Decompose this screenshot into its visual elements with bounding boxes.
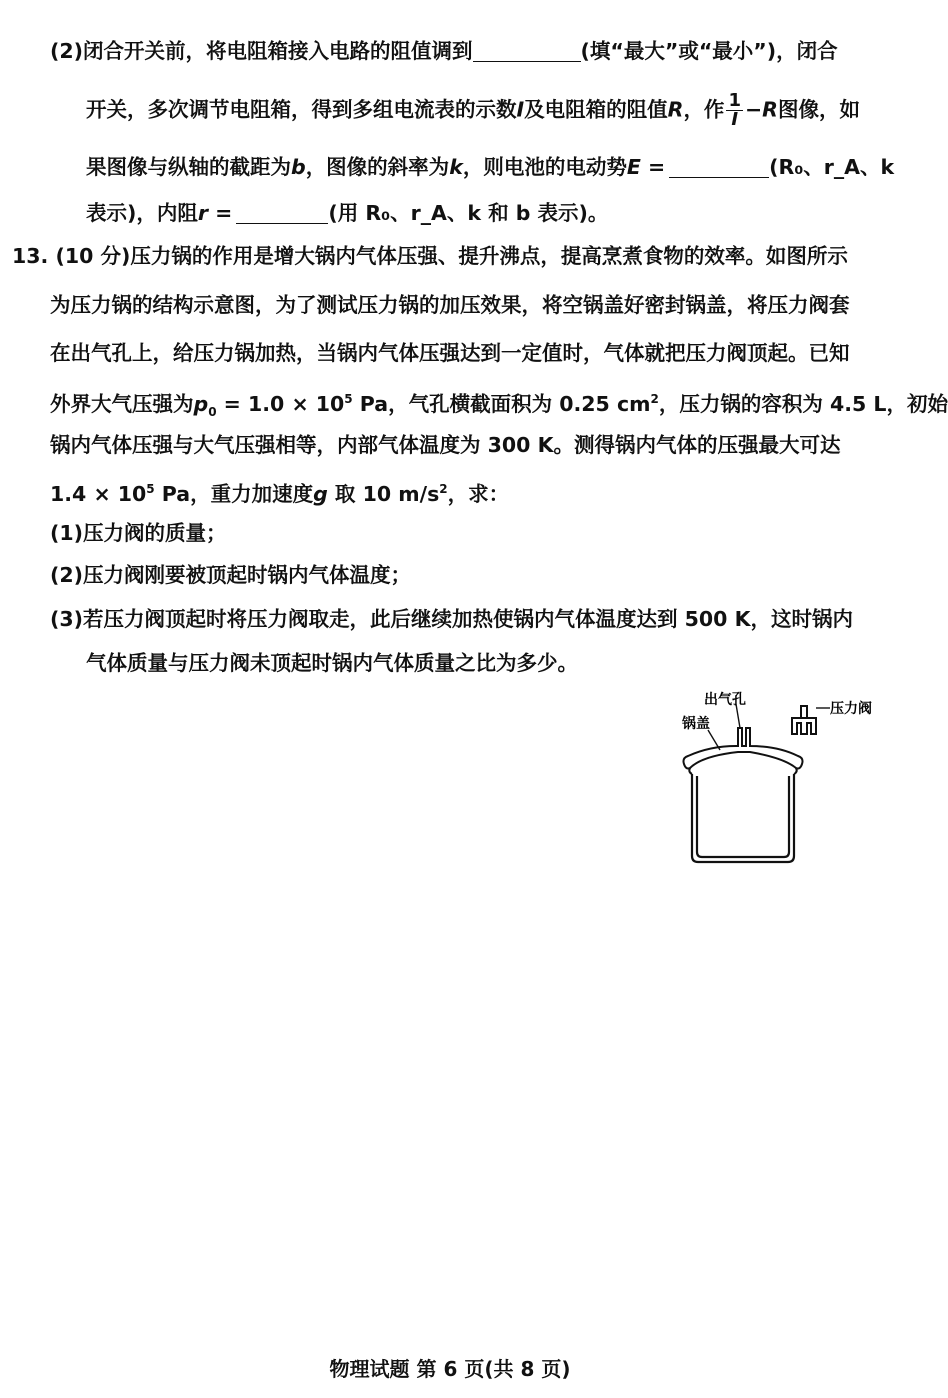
q13-subquestion-3-line2: 气体质量与压力阀未顶起时锅内气体质量之比为多少。	[86, 651, 578, 675]
q13-line1: 13. (10 分)压力锅的作用是增大锅内气体压强、提升沸点，提高烹煮食物的效率。如图所示	[12, 244, 848, 268]
label-valve: 压力阀	[830, 701, 872, 717]
answer-blank-2[interactable]	[669, 155, 769, 178]
pot-outer-wall	[692, 774, 794, 862]
q13-line5: 锅内气体压强与大气压强相等，内部气体温度为 300 K。测得锅内气体的压强最大可达	[50, 433, 841, 457]
q12-part2-line1: (2)闭合开关前，将电阻箱接入电路的阻值调到 (填“最大”或“最小”)，闭合	[50, 39, 838, 63]
answer-blank-1[interactable]	[473, 39, 581, 62]
q12-part2-line2: 开关，多次调节电阻箱，得到多组电流表的示数I及电阻箱的阻值R，作 $\frac{1}{I}$ −R图像，如	[86, 90, 860, 130]
q13-line4: 外界大气压强为$p_0 = 1.0 \times 10^5$ Pa，气孔横截面积为 0.25 $cm^2$，压力锅的容积为 4.5 L，初始	[50, 391, 948, 419]
q13-line6: $1.4 \times 10^5$ Pa，重力加速度g 取 10 $m/s^2$，求：	[50, 481, 510, 506]
pressure-cooker-figure	[680, 688, 885, 868]
q13-line2: 为压力锅的结构示意图，为了测试压力锅的加压效果，将空锅盖好密封锅盖，将压力阀套	[50, 293, 850, 317]
pressure-valve-shape	[792, 718, 816, 734]
q13-subquestion-3-line1: (3)若压力阀顶起时将压力阀取走，此后继续加热使锅内气体温度达到 500 K，这时锅内	[50, 607, 853, 631]
q12-part2-line3: 果图像与纵轴的截距为b，图像的斜率为k，则电池的电动势E = (R₀、r_A、k	[86, 155, 895, 179]
q13-subquestion-2: (2)压力阀刚要被顶起时锅内气体温度；	[50, 563, 412, 587]
pressure-cooker-diagram	[680, 688, 885, 868]
page-footer: 物理试题 第 6 页(共 8 页)	[329, 1357, 571, 1381]
q13-subquestion-1: (1)压力阀的质量；	[50, 521, 227, 545]
label-lid: 锅盖	[682, 716, 710, 732]
answer-blank-3[interactable]	[236, 201, 328, 224]
q13-line3: 在出气孔上，给压力锅加热，当锅内气体压强达到一定值时，气体就把压力阀顶起。已知	[50, 341, 850, 365]
q12-part2-line4: 表示)，内阻r = (用 R₀、r_A、k 和 b 表示)。	[86, 201, 609, 225]
fraction-1-over-I: $\frac{1}{I}$	[728, 90, 741, 130]
pot-lid	[684, 728, 803, 769]
pot-inner-wall	[697, 776, 789, 857]
label-outlet: 出气孔	[704, 692, 746, 708]
